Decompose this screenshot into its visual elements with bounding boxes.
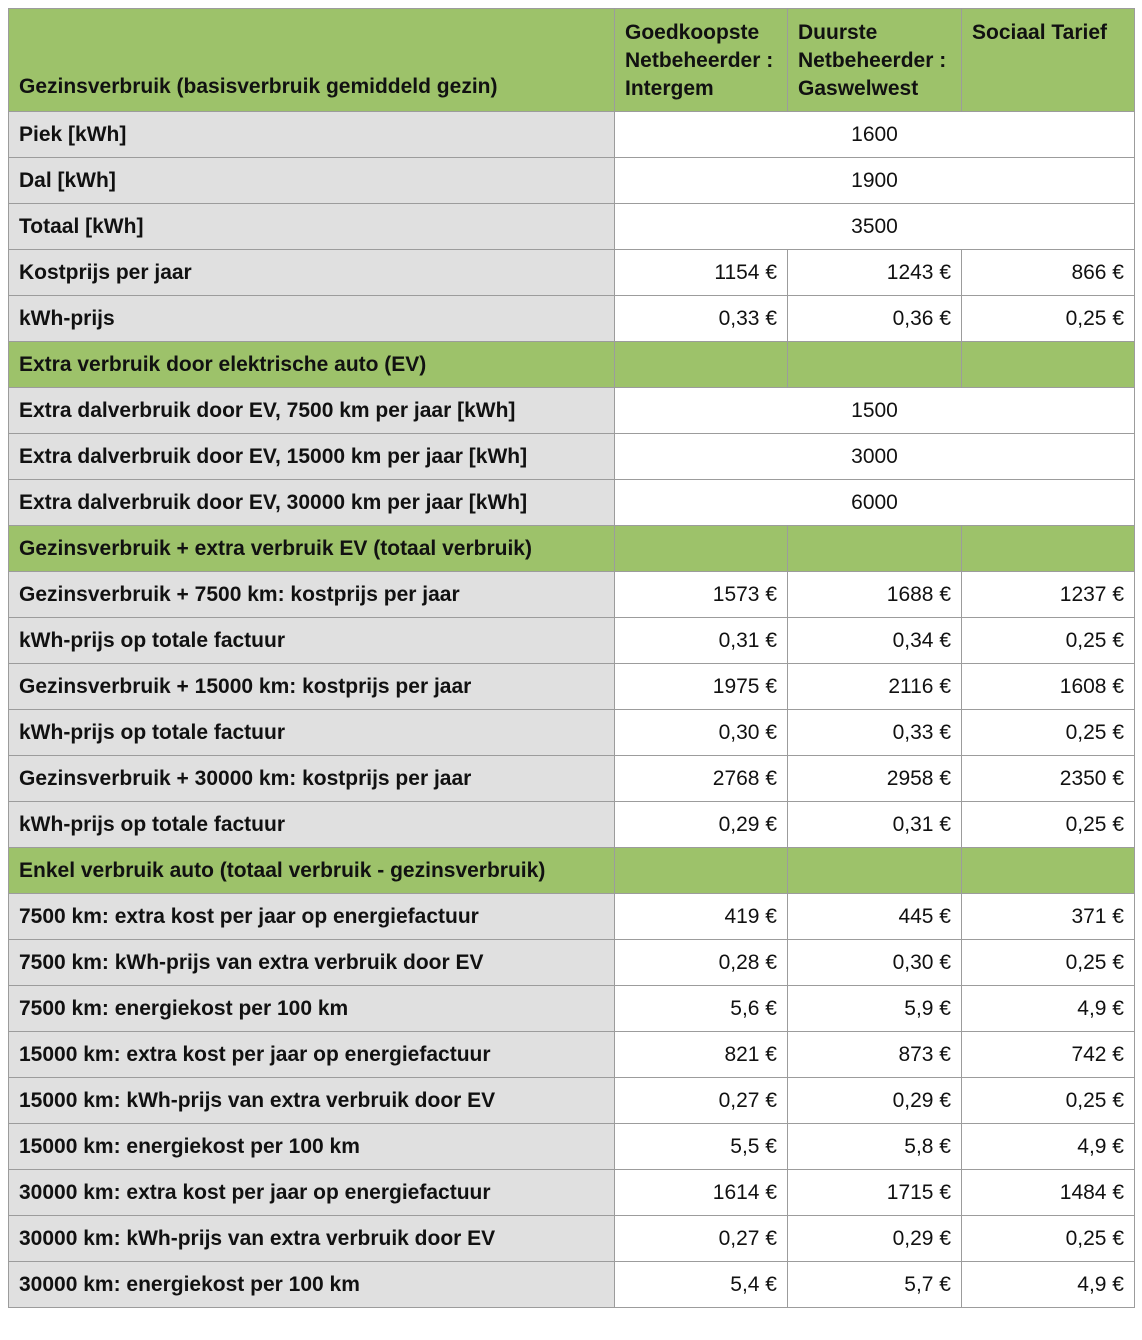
value-sociaal-tarief: 4,9 € [962,986,1135,1032]
value-intergem: 5,4 € [615,1262,788,1308]
column-header-intergem: Goedkoopste Netbeheerder : Intergem [615,9,788,112]
header-label: Gezinsverbruik (basisverbruik gemiddeld gezin) [9,9,615,112]
value-intergem: 0,33 € [615,296,788,342]
value-gaswelwest: 1715 € [788,1170,962,1216]
merged-value-cell: 3500 [615,204,1135,250]
value-gaswelwest: 5,7 € [788,1262,962,1308]
section-empty-cell [615,526,788,572]
row-label: 15000 km: extra kost per jaar op energiefactuur [9,1032,615,1078]
merged-value-cell: 1600 [615,112,1135,158]
value-gaswelwest: 0,29 € [788,1078,962,1124]
row-label: 7500 km: kWh-prijs van extra verbruik door EV [9,940,615,986]
value-sociaal-tarief: 1237 € [962,572,1135,618]
table-row [9,618,1135,664]
row-label: Gezinsverbruik + 30000 km: kostprijs per jaar [9,756,615,802]
value-sociaal-tarief: 0,25 € [962,1216,1135,1262]
table-body [9,112,1135,1308]
table-row [9,986,1135,1032]
table-row [9,756,1135,802]
value-intergem: 5,5 € [615,1124,788,1170]
table-row [9,1262,1135,1308]
row-label: 30000 km: kWh-prijs van extra verbruik door EV [9,1216,615,1262]
column-header-sociaal-tarief: Sociaal Tarief [962,9,1135,112]
row-label: kWh-prijs op totale factuur [9,618,615,664]
value-intergem: 0,29 € [615,802,788,848]
table-row [9,1170,1135,1216]
value-gaswelwest: 0,31 € [788,802,962,848]
table-row [9,664,1135,710]
merged-value-cell: 6000 [615,480,1135,526]
table-row [9,1216,1135,1262]
row-label: Totaal [kWh] [9,204,615,250]
row-label: 7500 km: extra kost per jaar op energiefactuur [9,894,615,940]
row-label: kWh-prijs [9,296,615,342]
value-sociaal-tarief: 4,9 € [962,1262,1135,1308]
value-sociaal-tarief: 0,25 € [962,1078,1135,1124]
section-label: Enkel verbruik auto (totaal verbruik - gezinsverbruik) [9,848,615,894]
cost-table [8,8,1135,1308]
row-label: 15000 km: kWh-prijs van extra verbruik door EV [9,1078,615,1124]
value-intergem: 1975 € [615,664,788,710]
value-intergem: 0,27 € [615,1216,788,1262]
row-label: 15000 km: energiekost per 100 km [9,1124,615,1170]
value-intergem: 0,30 € [615,710,788,756]
value-sociaal-tarief: 0,25 € [962,296,1135,342]
value-sociaal-tarief: 371 € [962,894,1135,940]
section-empty-cell [962,848,1135,894]
section-empty-cell [788,342,962,388]
merged-value-cell: 3000 [615,434,1135,480]
header-row [9,9,1135,112]
value-gaswelwest: 2958 € [788,756,962,802]
table-row [9,802,1135,848]
value-sociaal-tarief: 866 € [962,250,1135,296]
value-gaswelwest: 1243 € [788,250,962,296]
value-sociaal-tarief: 0,25 € [962,802,1135,848]
value-sociaal-tarief: 0,25 € [962,618,1135,664]
value-intergem: 2768 € [615,756,788,802]
table-row [9,434,1135,480]
value-gaswelwest: 873 € [788,1032,962,1078]
row-label: 30000 km: energiekost per 100 km [9,1262,615,1308]
table-row [9,204,1135,250]
merged-value-cell: 1900 [615,158,1135,204]
section-empty-cell [615,342,788,388]
section-empty-cell [962,526,1135,572]
table-row [9,296,1135,342]
value-intergem: 1154 € [615,250,788,296]
value-gaswelwest: 1688 € [788,572,962,618]
value-intergem: 0,28 € [615,940,788,986]
table-row [9,1032,1135,1078]
row-label: Dal [kWh] [9,158,615,204]
value-intergem: 1614 € [615,1170,788,1216]
value-sociaal-tarief: 742 € [962,1032,1135,1078]
section-label: Extra verbruik door elektrische auto (EV) [9,342,615,388]
value-intergem: 0,31 € [615,618,788,664]
value-intergem: 821 € [615,1032,788,1078]
section-label: Gezinsverbruik + extra verbruik EV (totaal verbruik) [9,526,615,572]
section-empty-cell [962,342,1135,388]
value-sociaal-tarief: 2350 € [962,756,1135,802]
table-row [9,940,1135,986]
value-intergem: 1573 € [615,572,788,618]
merged-value-cell: 1500 [615,388,1135,434]
row-label: 30000 km: extra kost per jaar op energiefactuur [9,1170,615,1216]
table-row [9,158,1135,204]
table-row [9,480,1135,526]
row-label: Gezinsverbruik + 7500 km: kostprijs per jaar [9,572,615,618]
row-label: kWh-prijs op totale factuur [9,802,615,848]
table-row [9,894,1135,940]
value-gaswelwest: 0,30 € [788,940,962,986]
column-header-gaswelwest: Duurste Netbeheerder : Gaswelwest [788,9,962,112]
section-empty-cell [788,848,962,894]
value-gaswelwest: 5,9 € [788,986,962,1032]
value-intergem: 0,27 € [615,1078,788,1124]
table-row [9,250,1135,296]
row-label: 7500 km: energiekost per 100 km [9,986,615,1032]
row-label: Piek [kWh] [9,112,615,158]
section-row [9,526,1135,572]
value-gaswelwest: 0,34 € [788,618,962,664]
value-intergem: 5,6 € [615,986,788,1032]
section-row [9,848,1135,894]
row-label: Gezinsverbruik + 15000 km: kostprijs per jaar [9,664,615,710]
row-label: Kostprijs per jaar [9,250,615,296]
value-gaswelwest: 445 € [788,894,962,940]
row-label: Extra dalverbruik door EV, 7500 km per jaar [kWh] [9,388,615,434]
value-sociaal-tarief: 0,25 € [962,940,1135,986]
value-sociaal-tarief: 1608 € [962,664,1135,710]
table-row [9,388,1135,434]
table-row [9,112,1135,158]
table-row [9,710,1135,756]
value-intergem: 419 € [615,894,788,940]
table-container [8,8,1135,1308]
value-sociaal-tarief: 0,25 € [962,710,1135,756]
row-label: Extra dalverbruik door EV, 15000 km per jaar [kWh] [9,434,615,480]
table-row [9,1124,1135,1170]
value-gaswelwest: 0,29 € [788,1216,962,1262]
value-gaswelwest: 0,33 € [788,710,962,756]
row-label: Extra dalverbruik door EV, 30000 km per jaar [kWh] [9,480,615,526]
section-row [9,342,1135,388]
section-empty-cell [788,526,962,572]
value-sociaal-tarief: 1484 € [962,1170,1135,1216]
value-gaswelwest: 2116 € [788,664,962,710]
value-sociaal-tarief: 4,9 € [962,1124,1135,1170]
value-gaswelwest: 0,36 € [788,296,962,342]
value-gaswelwest: 5,8 € [788,1124,962,1170]
row-label: kWh-prijs op totale factuur [9,710,615,756]
table-row [9,1078,1135,1124]
section-empty-cell [615,848,788,894]
table-row [9,572,1135,618]
